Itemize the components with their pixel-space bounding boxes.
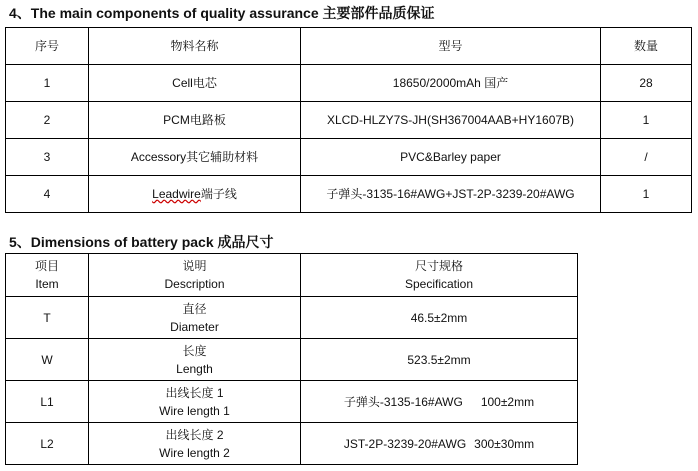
- quantity: 1: [601, 176, 692, 213]
- components-table: [5, 27, 692, 213]
- model-number: 18650/2000mAh 国产: [301, 65, 601, 102]
- model-number: PVC&Barley paper: [301, 139, 601, 176]
- header-cell: 项目 Item: [6, 254, 89, 297]
- spellcheck-word: Leadwire: [152, 187, 201, 201]
- table-row: [6, 176, 692, 213]
- table-row: [6, 381, 578, 423]
- header-cell: 序号: [6, 28, 89, 65]
- quantity: 28: [601, 65, 692, 102]
- material-name: PCM电路板: [89, 102, 301, 139]
- material-name: [89, 176, 301, 213]
- header-cell: 说明 Description: [89, 254, 301, 297]
- table-header-row: [6, 28, 692, 65]
- description: 直径 Diameter: [89, 297, 301, 339]
- specification: 子弹头-3135-16#AWG 100±2mm: [301, 381, 578, 423]
- row-number: 3: [6, 139, 89, 176]
- header-cell: 尺寸规格 Specification: [301, 254, 578, 297]
- quantity: 1: [601, 102, 692, 139]
- item-code: L1: [6, 381, 89, 423]
- table-row: [6, 423, 578, 465]
- dimensions-table: [5, 253, 578, 465]
- row-number: 4: [6, 176, 89, 213]
- item-code: W: [6, 339, 89, 381]
- description: 长度 Length: [89, 339, 301, 381]
- material-name: Accessory其它辅助材料: [89, 139, 301, 176]
- header-cell: 型号: [301, 28, 601, 65]
- table-row: [6, 139, 692, 176]
- table-row: [6, 102, 692, 139]
- table-header-row: [6, 254, 578, 297]
- description: 出线长度 1 Wire length 1: [89, 381, 301, 423]
- quantity: /: [601, 139, 692, 176]
- row-number: 2: [6, 102, 89, 139]
- header-cell: 数量: [601, 28, 692, 65]
- model-number: 子弹头-3135-16#AWG+JST-2P-3239-20#AWG: [301, 176, 601, 213]
- section-4-heading: 4、The main components of quality assurance 主要部件品质保证: [9, 5, 435, 21]
- material-name: Cell电芯: [89, 65, 301, 102]
- description: 出线长度 2 Wire length 2: [89, 423, 301, 465]
- specification: 523.5±2mm: [301, 339, 578, 381]
- table-row: [6, 65, 692, 102]
- specification: JST-2P-3239-20#AWG 300±30mm: [301, 423, 578, 465]
- item-code: L2: [6, 423, 89, 465]
- row-number: 1: [6, 65, 89, 102]
- table-row: [6, 297, 578, 339]
- model-number: XLCD-HLZY7S-JH(SH367004AAB+HY1607B): [301, 102, 601, 139]
- material-name-suffix: 端子线: [200, 187, 237, 201]
- table-row: [6, 339, 578, 381]
- header-cell: 物料名称: [89, 28, 301, 65]
- specification: 46.5±2mm: [301, 297, 578, 339]
- item-code: T: [6, 297, 89, 339]
- section-5-heading: 5、Dimensions of battery pack 成品尺寸: [9, 234, 274, 250]
